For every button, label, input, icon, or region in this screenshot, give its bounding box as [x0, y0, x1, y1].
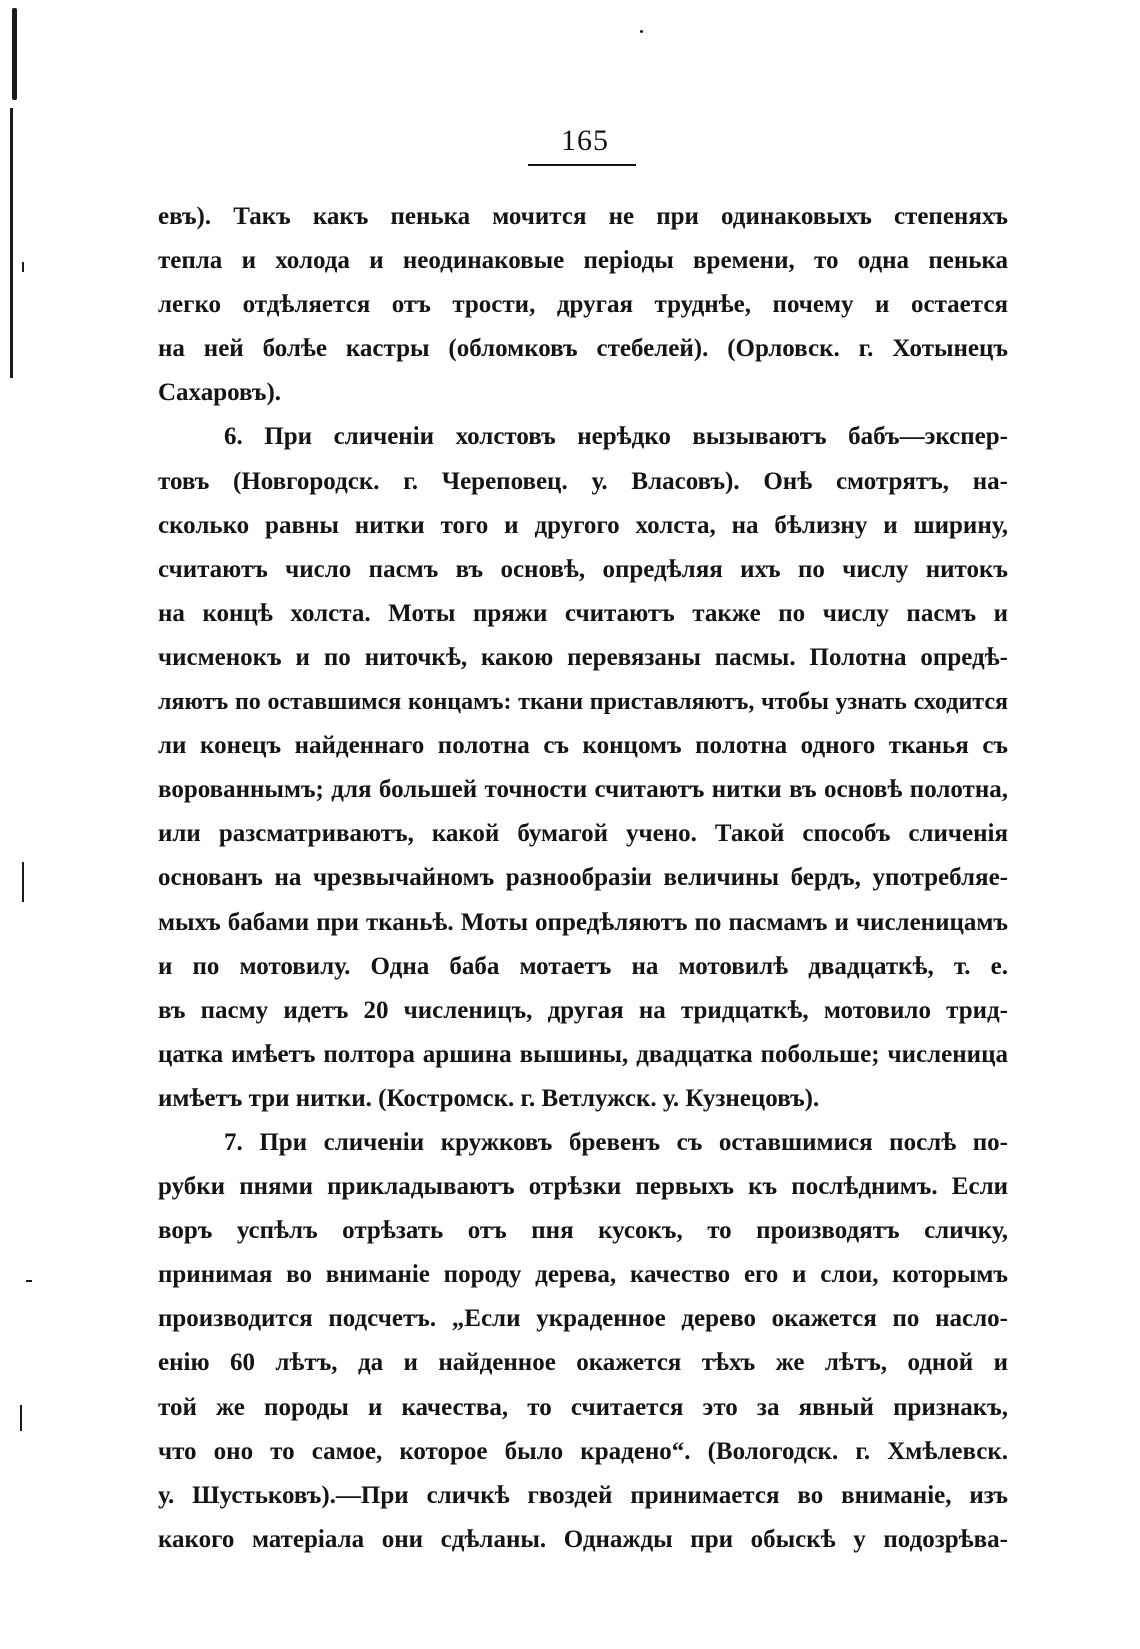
text-line: и по мотовилу. Одна баба мотаетъ на мотовилѣ двадцаткѣ, т. е. [158, 952, 1008, 980]
scan-edge-mark [26, 1280, 32, 1282]
text-line: производится подсчетъ. „Если украденное дерево окажется по насло- [158, 1305, 1008, 1333]
text-line: цатка имѣетъ полтора аршина вышины, двадцатка побольше; численица [158, 1040, 1008, 1068]
page-number: 165 [561, 124, 609, 157]
text-line: основанъ на чрезвычайномъ разнообразіи величины бердъ, употребляе- [158, 864, 1008, 892]
text-line: на концѣ холста. Моты пряжи считаютъ также по числу пасмъ и [158, 599, 1008, 627]
text-line: ворованнымъ; для большей точности считаютъ нитки въ основѣ полотна, [158, 776, 1008, 804]
text-line: ли конецъ найденнаго полотна съ концомъ полотна одного тканья съ [158, 732, 1008, 760]
text-line: чисменокъ и по ниточкѣ, какою перевязаны пасмы. Полотна опредѣ- [158, 643, 1008, 671]
body-text [158, 195, 1008, 1562]
text-line: принимая во вниманіе породу дерева, качество его и слои, которымъ [158, 1261, 1008, 1289]
text-line: енію 60 лѣтъ, да и найденное окажется тѣхъ же лѣтъ, одной и [158, 1349, 1008, 1377]
text-line: 7. При сличеніи кружковъ бревенъ съ оставшимися послѣ по- [224, 1128, 1008, 1156]
text-line: въ пасму идетъ 20 численицъ, другая на тридцаткѣ, мотовило трид- [158, 996, 1008, 1024]
text-line: рубки пнями прикладываютъ отрѣзки первыхъ къ послѣднимъ. Если [158, 1173, 1008, 1201]
text-line: сколько равны нитки того и другого холста, на бѣлизну и ширину, [158, 511, 1008, 539]
text-line: или разсматриваютъ, какой бумагой учено. Такой способъ сличенія [158, 820, 1008, 848]
text-line: имѣетъ три нитки. (Костромск. г. Ветлужск. у. Кузнецовъ). [158, 1084, 820, 1112]
text-line: мыхъ бабами при тканьѣ. Моты опредѣляютъ по пасмамъ и численицамъ [158, 908, 1008, 936]
scan-dust-speck [640, 30, 643, 33]
text-line: евъ). Такъ какъ пенька мочится не при одинаковыхъ степеняхъ [158, 203, 1008, 230]
text-line: воръ успѣлъ отрѣзать отъ пня кусокъ, то производятъ сличку, [158, 1217, 1008, 1245]
text-line: 6. При сличеніи холстовъ нерѣдко вызываютъ бабъ—экспер- [224, 423, 1008, 451]
text-line: ляютъ по оставшимся концамъ: ткани приставляютъ, чтобы узнать сходится [158, 689, 1008, 716]
text-line: на ней болѣе кастры (обломковъ стебелей). (Орловск. г. Хотынецъ [158, 335, 1008, 363]
text-line: какого матеріала они сдѣланы. Однажды при обыскѣ у подозрѣва- [158, 1525, 1008, 1553]
text-line: тепла и холода и неодинаковые періоды времени, то одна пенька [158, 247, 1008, 275]
scan-edge-mark [22, 862, 24, 902]
text-line: Сахаровъ). [158, 379, 282, 407]
text-line: той же породы и качества, то считается это за явный признакъ, [158, 1393, 1008, 1421]
text-line: легко отдѣляется отъ трости, другая труднѣе, почему и остается [158, 291, 1008, 319]
text-line: считаютъ число пасмъ въ основѣ, опредѣляя ихъ по числу нитокъ [158, 555, 1008, 583]
scan-edge-mark [10, 108, 13, 378]
page-number-rule [528, 164, 636, 166]
text-line: товъ (Новгородск. г. Череповец. у. Власовъ). Онѣ смотрятъ, на- [158, 467, 1008, 495]
text-line: что оно то самое, которое было крадено“. (Вологодск. г. Хмѣлевск. [158, 1437, 1008, 1465]
scan-edge-mark [22, 262, 24, 272]
text-line: у. Шустьковъ).—При сличкѣ гвоздей принимается во вниманіе, изъ [158, 1481, 1008, 1509]
scan-edge-mark [20, 1405, 22, 1431]
scan-edge-mark [12, 8, 17, 100]
